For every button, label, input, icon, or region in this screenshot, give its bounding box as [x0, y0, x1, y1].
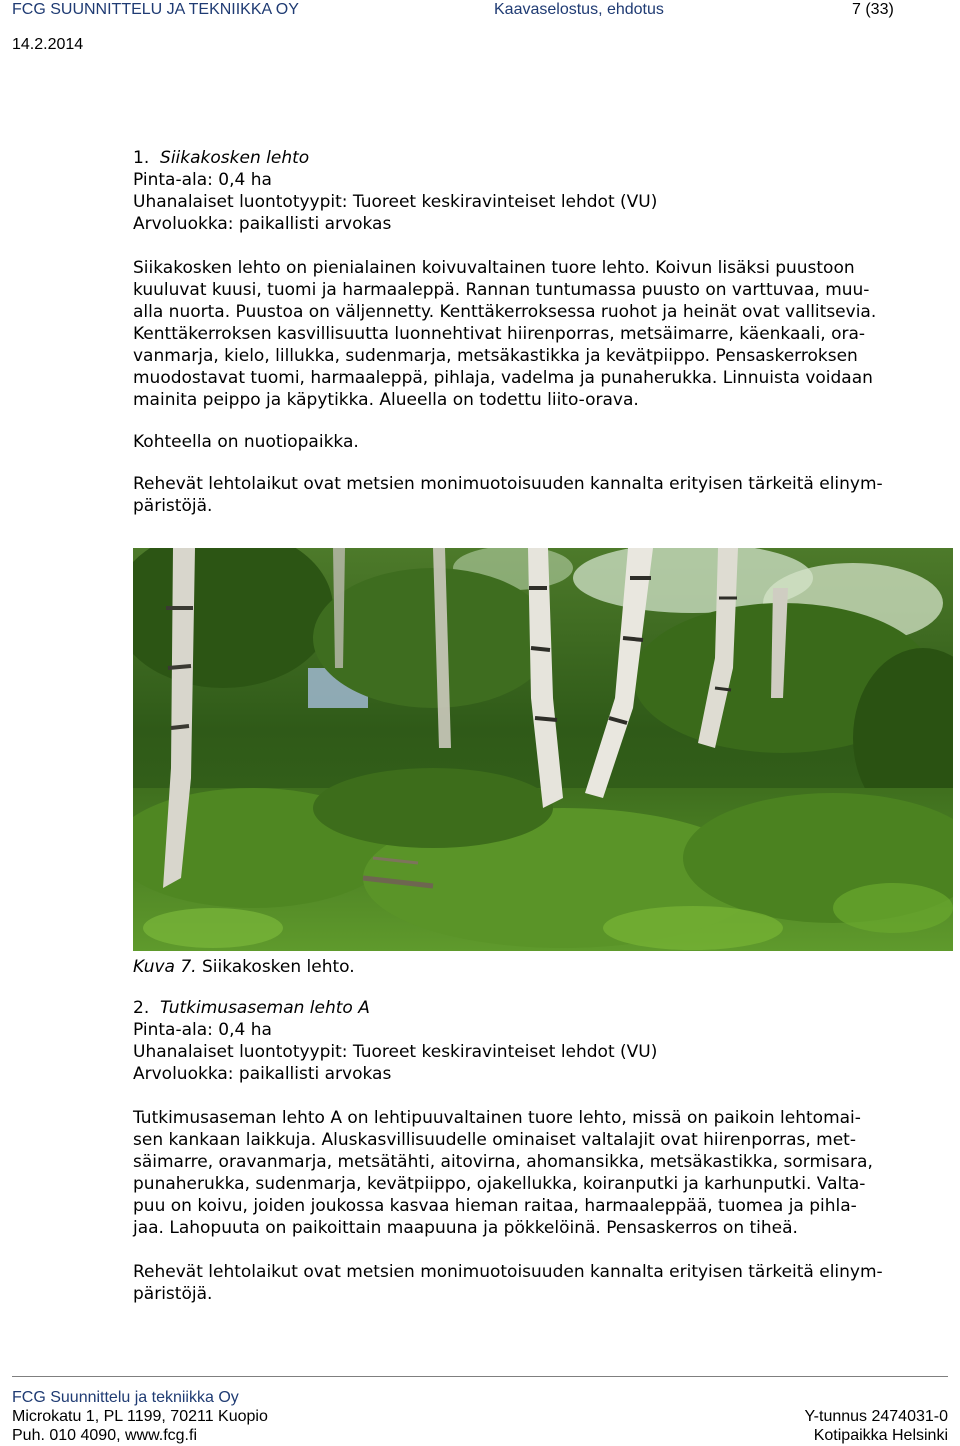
footer-address: Microkatu 1, PL 1199, 70211 Kuopio: [12, 1408, 268, 1425]
header-company: FCG SUUNNITTELU JA TEKNIIKKA OY: [12, 1, 299, 18]
section-2-line: sen kankaan laikkuja. Aluskasvillisuudelle ominaiset valtalajit ovat hiirenporras, met-: [133, 1130, 856, 1150]
header-page-number: 7 (33): [852, 1, 894, 18]
section-1-closing-line: Rehevät lehtolaikut ovat metsien monimuotoisuuden kannalta erityisen tärkeitä elinym-: [133, 474, 883, 494]
section-1-line: mainita peippo ja käpytikka. Alueella on todettu liito-orava.: [133, 390, 639, 410]
forest-photo: [133, 548, 953, 951]
section-2-habitat: Uhanalaiset luontotyypit: Tuoreet keskiravinteiset lehdot (VU): [133, 1042, 658, 1062]
header-date: 14.2.2014: [12, 36, 84, 53]
section-1-note: Kohteella on nuotiopaikka.: [133, 432, 359, 452]
section-2-heading: [133, 997, 948, 1019]
section-2-line: Tutkimusaseman lehto A on lehtipuuvaltainen tuore lehto, missä on paikoin lehtomai-: [133, 1108, 861, 1128]
section-2-line: jaa. Lahopuuta on paikoittain maapuuna ja pökkelöinä. Pensaskerros on tiheä.: [133, 1218, 798, 1238]
header-doc-title: Kaavaselostus, ehdotus: [494, 1, 664, 18]
section-1-value-class: Arvoluokka: paikallisti arvokas: [133, 214, 392, 234]
footer-company: FCG Suunnittelu ja tekniikka Oy: [12, 1389, 239, 1406]
section-2-value-class: Arvoluokka: paikallisti arvokas: [133, 1064, 392, 1084]
figure-caption: [133, 956, 355, 978]
section-1-habitat: Uhanalaiset luontotyypit: Tuoreet keskiravinteiset lehdot (VU): [133, 192, 658, 212]
forest-photo-illustration: [133, 548, 953, 951]
section-1-line: vanmarja, kielo, lillukka, sudenmarja, metsäkastikka ja kevätpiippo. Pensaskerroksen: [133, 346, 858, 366]
section-2-closing-line: päristöjä.: [133, 1284, 213, 1304]
section-1-closing-line: päristöjä.: [133, 496, 213, 516]
section-2: [133, 997, 948, 1305]
footer-business-id: Y-tunnus 2474031-0: [804, 1408, 948, 1425]
section-2-title: Tutkimusaseman lehto A: [160, 998, 370, 1018]
section-2-line: säimarre, oravanmarja, metsätähti, aitovirna, ahomansikka, metsäkastikka, sormisara,: [133, 1152, 873, 1172]
section-1-line: alla nuorta. Puustoa on väljennetty. Kenttäkerroksessa ruohot ja heinät ovat vallitsevia.: [133, 302, 877, 322]
section-1-title: Siikakosken lehto: [160, 148, 310, 168]
section-2-closing-line: Rehevät lehtolaikut ovat metsien monimuotoisuuden kannalta erityisen tärkeitä elinym-: [133, 1262, 883, 1282]
section-1-area: Pinta-ala: 0,4 ha: [133, 170, 272, 190]
section-2-line: punaherukka, sudenmarja, kevätpiippo, ojakellukka, koiranputki ja karhunputki. Valta-: [133, 1174, 866, 1194]
footer-contact: Puh. 010 4090, www.fcg.fi: [12, 1427, 197, 1444]
section-1-heading: [133, 147, 948, 169]
section-1-line: muodostavat tuomi, harmaaleppä, pihlaja, vadelma ja punaherukka. Linnuista voidaan: [133, 368, 873, 388]
section-2-area: Pinta-ala: 0,4 ha: [133, 1020, 272, 1040]
section-1-number: 1.: [133, 148, 150, 168]
section-1-line: kuuluvat kuusi, tuomi ja harmaaleppä. Rannan tuntumassa puusto on varttuvaa, muu-: [133, 280, 870, 300]
section-1-line: Kenttäkerroksen kasvillisuutta luonnehtivat hiirenporras, metsäimarre, käenkaali, ora-: [133, 324, 866, 344]
section-1: [133, 147, 948, 517]
section-2-line: puu on koivu, joiden joukossa kasvaa hieman raitaa, harmaaleppää, tuomea ja pihla-: [133, 1196, 857, 1216]
figure-text: Siikakosken lehto.: [201, 957, 355, 977]
section-2-number: 2.: [133, 998, 150, 1018]
figure-label: Kuva 7.: [133, 957, 197, 977]
footer-divider: [12, 1376, 948, 1377]
footer-domicile: Kotipaikka Helsinki: [813, 1427, 948, 1444]
section-1-line: Siikakosken lehto on pienialainen koivuvaltainen tuore lehto. Koivun lisäksi puustoon: [133, 258, 855, 278]
